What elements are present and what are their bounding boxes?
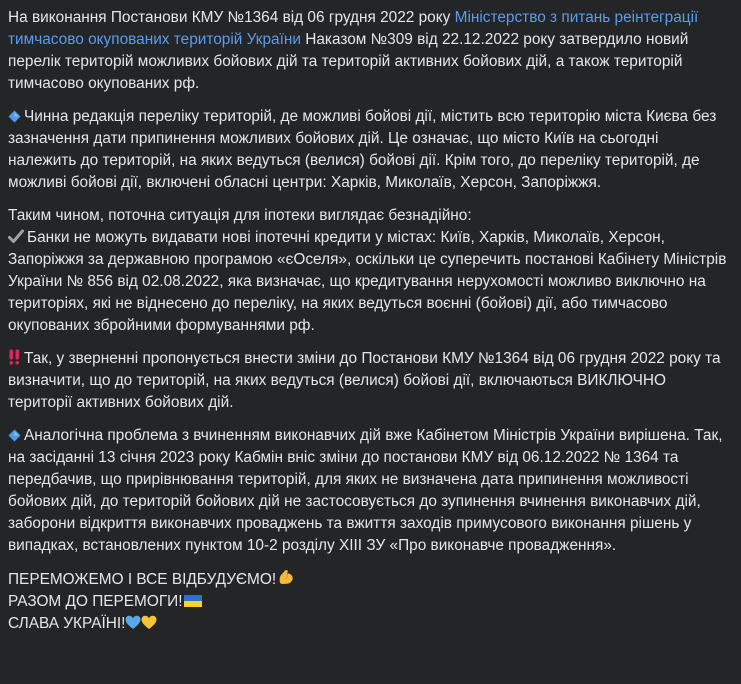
intro-text-start: На виконання Постанови КМУ №1364 від 06 грудня 2022 року [8, 9, 455, 26]
blue-diamond-icon [8, 429, 21, 442]
proposal-text: Так, у зверненні пропонується внести зміни до Постанови КМУ №1364 від 06 грудня 2022 року та визначити, що до територій, на яких ведуться (велися) бойові дії, включаються ВИКЛЮЧНО території активних бойових дій. [8, 350, 721, 411]
mortgage-text: Банки не можуть видавати нові іпотечні кредити у містах: Київ, Харків, Миколаїв, Херсон, Запоріжжя за державною програмою «єОселя», оскільки це суперечить постанові Кабінету Міністрів України № 856 від 02.08.2022, яка визначає, що кредитування нерухомості можливо виключно на територіях, які не віднесено до переліку, на яких ведуться воєнні (бойові) дії, або тимчасово окупованих збройними формуваннями рф. [8, 229, 727, 334]
mortgage-intro: Таким чином, поточна ситуація для іпотеки виглядає безнадійно: [8, 207, 472, 224]
kyiv-territory-text: Чинна редакція переліку територій, де можливі бойові дії, містить всю територію міста Києва без зазначення дати припинення можливих бойових дій. Це означає, що місто Київ на сьогодні належить до територій, на яких ведуться (велися) бойові дії. Крім того, до переліку територій, де можливі бойові дії, включені обласні центри: Харків, Миколаїв, Херсон, Запоріжжя. [8, 108, 717, 191]
blue-heart-icon [125, 615, 141, 630]
ministry-link[interactable]: Міністерство з питань реінтеграції тимчасово окупованих територій України [8, 9, 699, 48]
paragraph-intro [8, 7, 731, 95]
paragraph-proposal [8, 348, 731, 414]
slogan-glory-text: СЛАВА УКРАЇНІ! [8, 615, 126, 632]
paragraph-enforcement [8, 425, 731, 557]
slogan-together [8, 591, 731, 613]
ukraine-flag-icon [184, 594, 202, 608]
yellow-heart-icon [141, 615, 157, 630]
paragraph-kyiv-territory [8, 106, 731, 194]
slogan-glory [8, 613, 731, 635]
paragraph-mortgage [8, 205, 731, 337]
slogan-rebuild-text: ПЕРЕМОЖЕМО І ВСЕ ВІДБУДУЄМО! [8, 571, 277, 588]
blue-diamond-icon [8, 110, 21, 123]
enforcement-text: Аналогічна проблема з вчиненням виконавчих дій вже Кабінетом Міністрів України вирішена. Так, на засіданні 13 січня 2023 року Кабмін вніс зміни до постанови КМУ від 06.12.2022 № 1364 та передбачив, що прирівнювання територій, для яких не визначена дата припинення можливості бойових дій, до територій бойових дій не застосовується до зупинення вчинення виконавчих дій, заборони відкриття виконавчих проваджень та вжиття заходів примусового виконання рішень у випадках, встановлених пунктом 10-2 розділу XIII ЗУ «Про виконавче провадження». [8, 427, 723, 554]
slogan-together-text: РАЗОМ ДО ПЕРЕМОГИ! [8, 593, 183, 610]
flexed-biceps-icon [277, 568, 295, 586]
intro-text-end: Наказом №309 від 22.12.2022 року затвердило новий перелік територій можливих бойових дій та територій активних бойових дій, а також територій тимчасово окупованих рф. [8, 31, 689, 92]
slogan-rebuild [8, 568, 731, 591]
double-exclamation-icon [8, 349, 21, 365]
closing-slogans [8, 568, 731, 635]
check-mark-icon [8, 229, 24, 244]
